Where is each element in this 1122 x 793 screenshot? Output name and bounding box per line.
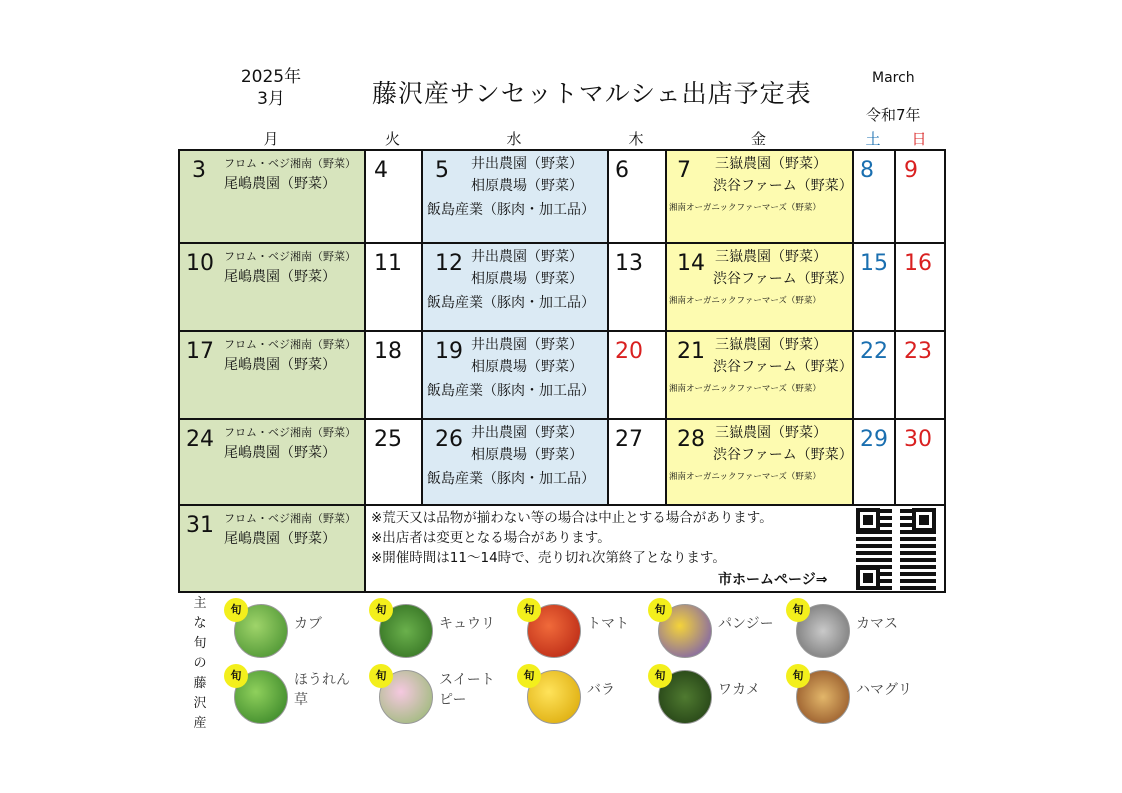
day-number: 20 bbox=[615, 339, 643, 364]
produce-name bbox=[439, 670, 495, 710]
vendor-label: 井出農園（野菜） bbox=[471, 337, 583, 353]
day-cell-sat bbox=[853, 331, 895, 419]
day-number: 11 bbox=[374, 251, 402, 276]
calendar-table bbox=[178, 149, 946, 593]
day-number: 26 bbox=[435, 427, 463, 452]
day-number: 6 bbox=[615, 158, 629, 183]
day-number: 19 bbox=[435, 339, 463, 364]
vendor-label: 飯島産業（豚肉・加工品） bbox=[427, 383, 595, 399]
day-cell-wed bbox=[422, 331, 608, 419]
day-number: 27 bbox=[615, 427, 643, 452]
side-char: 藤 bbox=[193, 676, 207, 691]
weekday-sat: 土 bbox=[865, 130, 881, 148]
week-row-2 bbox=[179, 243, 945, 331]
day-cell-mon bbox=[179, 505, 365, 592]
day-cell-wed bbox=[422, 419, 608, 505]
vendor-label: 湘南オーガニックファーマーズ（野菜） bbox=[669, 384, 821, 394]
day-number: 4 bbox=[374, 158, 388, 183]
day-number: 18 bbox=[374, 339, 402, 364]
produce-name bbox=[587, 680, 615, 700]
weekday-mon: 月 bbox=[263, 130, 279, 148]
vendor-label: 尾嶋農園（野菜） bbox=[224, 531, 336, 547]
month-label: 3月 bbox=[257, 89, 285, 109]
produce-name-line: ほうれん bbox=[294, 672, 350, 688]
season-badge-icon: 旬 bbox=[517, 664, 541, 688]
seasonal-side-label bbox=[190, 594, 210, 734]
vendor-label: 渋谷ファーム（野菜） bbox=[713, 178, 853, 194]
season-badge-icon: 旬 bbox=[648, 664, 672, 688]
day-number: 5 bbox=[435, 158, 449, 183]
vendor-label: 相原農場（野菜） bbox=[471, 271, 583, 287]
page-title: 藤沢産サンセットマルシェ出店予定表 bbox=[372, 79, 812, 108]
day-number: 23 bbox=[904, 339, 932, 364]
vendor-label: 飯島産業（豚肉・加工品） bbox=[427, 295, 595, 311]
side-char: 産 bbox=[193, 716, 207, 731]
produce-name-line: トマト bbox=[587, 616, 629, 632]
day-number: 7 bbox=[677, 158, 691, 183]
side-char: 沢 bbox=[193, 696, 207, 711]
produce-name-line: ワカメ bbox=[718, 682, 760, 698]
day-cell-sat bbox=[853, 419, 895, 505]
vendor-label: 井出農園（野菜） bbox=[471, 156, 583, 172]
season-badge-icon: 旬 bbox=[224, 664, 248, 688]
side-char: 旬 bbox=[193, 636, 207, 651]
day-cell-wed bbox=[422, 150, 608, 243]
day-number: 29 bbox=[860, 427, 888, 452]
era-year: 令和7年 bbox=[866, 106, 921, 124]
vendor-label: 三嶽農園（野菜） bbox=[715, 425, 827, 441]
day-number: 3 bbox=[192, 158, 206, 183]
day-cell-thu bbox=[608, 419, 666, 505]
vendor-label: フロム・ベジ湘南（野菜） bbox=[224, 512, 356, 525]
weekday-sun: 日 bbox=[911, 130, 927, 148]
vendor-label: 尾嶋農園（野菜） bbox=[224, 445, 336, 461]
vendor-label: 相原農場（野菜） bbox=[471, 178, 583, 194]
day-cell-fri bbox=[666, 150, 853, 243]
day-cell-thu bbox=[608, 150, 666, 243]
day-cell-sun bbox=[895, 331, 945, 419]
week-row-3 bbox=[179, 331, 945, 419]
note-line: ※開催時間は11～14時で、売り切れ次第終了となります。 bbox=[371, 550, 726, 566]
day-cell-sun bbox=[895, 419, 945, 505]
day-number: 16 bbox=[904, 251, 932, 276]
day-cell-fri bbox=[666, 331, 853, 419]
seasonal-item bbox=[511, 598, 661, 658]
produce-name-line: パンジー bbox=[718, 616, 774, 632]
day-cell-sat bbox=[853, 243, 895, 331]
day-cell-mon bbox=[179, 150, 365, 243]
vendor-label: 尾嶋農園（野菜） bbox=[224, 176, 336, 192]
year-month bbox=[232, 66, 310, 110]
day-number: 13 bbox=[615, 251, 643, 276]
vendor-label: 井出農園（野菜） bbox=[471, 249, 583, 265]
day-cell-sun bbox=[895, 243, 945, 331]
produce-name-line: カマス bbox=[856, 616, 898, 632]
produce-name bbox=[294, 670, 350, 710]
season-badge-icon: 旬 bbox=[786, 664, 810, 688]
seasonal-item bbox=[218, 598, 368, 658]
seasonal-item bbox=[642, 598, 792, 658]
side-char: の bbox=[193, 656, 207, 671]
day-number: 12 bbox=[435, 251, 463, 276]
day-number: 8 bbox=[860, 158, 874, 183]
season-badge-icon: 旬 bbox=[648, 598, 672, 622]
weekday-tue: 火 bbox=[384, 130, 400, 148]
month-english: March bbox=[872, 70, 915, 86]
side-char: 主 bbox=[193, 596, 207, 611]
produce-name-line: カブ bbox=[294, 616, 322, 632]
day-cell-tue bbox=[365, 331, 422, 419]
produce-name-line: ピー bbox=[439, 692, 467, 708]
vendor-label: 湘南オーガニックファーマーズ（野菜） bbox=[669, 472, 821, 482]
produce-name-line: 草 bbox=[294, 692, 308, 708]
season-badge-icon: 旬 bbox=[224, 598, 248, 622]
vendor-label: 渋谷ファーム（野菜） bbox=[713, 447, 853, 463]
weekday-thu: 木 bbox=[628, 130, 644, 148]
vendor-label: 湘南オーガニックファーマーズ（野菜） bbox=[669, 296, 821, 306]
vendor-label: 三嶽農園（野菜） bbox=[715, 249, 827, 265]
day-cell-tue bbox=[365, 419, 422, 505]
vendor-label: 湘南オーガニックファーマーズ（野菜） bbox=[669, 203, 821, 213]
homepage-label: 市ホームページ⇒ bbox=[718, 572, 828, 588]
day-cell-sun bbox=[895, 150, 945, 243]
week-row-5 bbox=[179, 505, 945, 592]
day-cell-mon bbox=[179, 331, 365, 419]
day-cell-mon bbox=[179, 243, 365, 331]
vendor-label: フロム・ベジ湘南（野菜） bbox=[224, 426, 356, 439]
season-badge-icon: 旬 bbox=[369, 664, 393, 688]
vendor-label: 飯島産業（豚肉・加工品） bbox=[427, 202, 595, 218]
seasonal-item bbox=[363, 598, 513, 658]
week-row-4 bbox=[179, 419, 945, 505]
vendor-label: 飯島産業（豚肉・加工品） bbox=[427, 471, 595, 487]
note-line: ※荒天又は品物が揃わない等の場合は中止とする場合があります。 bbox=[371, 510, 773, 526]
qr-code-icon[interactable] bbox=[856, 508, 936, 590]
seasonal-item bbox=[780, 664, 930, 724]
day-number: 31 bbox=[186, 513, 214, 538]
produce-name-line: キュウリ bbox=[439, 616, 495, 632]
seasonal-item bbox=[511, 664, 661, 724]
day-cell-mon bbox=[179, 419, 365, 505]
season-badge-icon: 旬 bbox=[786, 598, 810, 622]
produce-name-line: バラ bbox=[587, 682, 615, 698]
produce-name bbox=[439, 614, 495, 634]
produce-name-line: スイート bbox=[439, 672, 495, 688]
produce-name bbox=[718, 614, 774, 634]
season-badge-icon: 旬 bbox=[517, 598, 541, 622]
note-line: ※出店者は変更となる場合があります。 bbox=[371, 530, 611, 546]
produce-name bbox=[587, 614, 629, 634]
weekday-wed: 水 bbox=[506, 130, 522, 148]
vendor-label: 尾嶋農園（野菜） bbox=[224, 269, 336, 285]
notes-cell bbox=[365, 505, 945, 592]
produce-name bbox=[856, 614, 898, 634]
vendor-label: 相原農場（野菜） bbox=[471, 447, 583, 463]
day-number: 30 bbox=[904, 427, 932, 452]
vendor-label: 井出農園（野菜） bbox=[471, 425, 583, 441]
vendor-label: 渋谷ファーム（野菜） bbox=[713, 271, 853, 287]
day-number: 9 bbox=[904, 158, 918, 183]
vendor-label: 三嶽農園（野菜） bbox=[715, 337, 827, 353]
day-cell-tue bbox=[365, 243, 422, 331]
year-label: 2025年 bbox=[240, 67, 302, 87]
day-number: 15 bbox=[860, 251, 888, 276]
notes-block bbox=[371, 508, 773, 568]
day-number: 14 bbox=[677, 251, 705, 276]
produce-name-line: ハマグリ bbox=[856, 682, 912, 698]
day-cell-fri bbox=[666, 243, 853, 331]
vendor-label: 三嶽農園（野菜） bbox=[715, 156, 827, 172]
day-cell-wed bbox=[422, 243, 608, 331]
day-cell-sat bbox=[853, 150, 895, 243]
day-cell-thu bbox=[608, 243, 666, 331]
seasonal-item bbox=[218, 664, 368, 724]
side-char: な bbox=[193, 616, 207, 631]
day-cell-tue bbox=[365, 150, 422, 243]
day-number: 22 bbox=[860, 339, 888, 364]
day-cell-fri bbox=[666, 419, 853, 505]
season-badge-icon: 旬 bbox=[369, 598, 393, 622]
day-number: 17 bbox=[186, 339, 214, 364]
seasonal-item bbox=[780, 598, 930, 658]
day-cell-thu bbox=[608, 331, 666, 419]
week-row-1 bbox=[179, 150, 945, 243]
vendor-label: 渋谷ファーム（野菜） bbox=[713, 359, 853, 375]
produce-name bbox=[718, 680, 760, 700]
seasonal-item bbox=[642, 664, 792, 724]
day-number: 25 bbox=[374, 427, 402, 452]
seasonal-item bbox=[363, 664, 513, 724]
vendor-label: フロム・ベジ湘南（野菜） bbox=[224, 157, 356, 170]
vendor-label: フロム・ベジ湘南（野菜） bbox=[224, 250, 356, 263]
vendor-label: 相原農場（野菜） bbox=[471, 359, 583, 375]
day-number: 10 bbox=[186, 251, 214, 276]
day-number: 28 bbox=[677, 427, 705, 452]
weekday-fri: 金 bbox=[750, 130, 766, 148]
day-number: 24 bbox=[186, 427, 214, 452]
vendor-label: 尾嶋農園（野菜） bbox=[224, 357, 336, 373]
day-number: 21 bbox=[677, 339, 705, 364]
vendor-label: フロム・ベジ湘南（野菜） bbox=[224, 338, 356, 351]
produce-name bbox=[856, 680, 912, 700]
produce-name bbox=[294, 614, 322, 634]
